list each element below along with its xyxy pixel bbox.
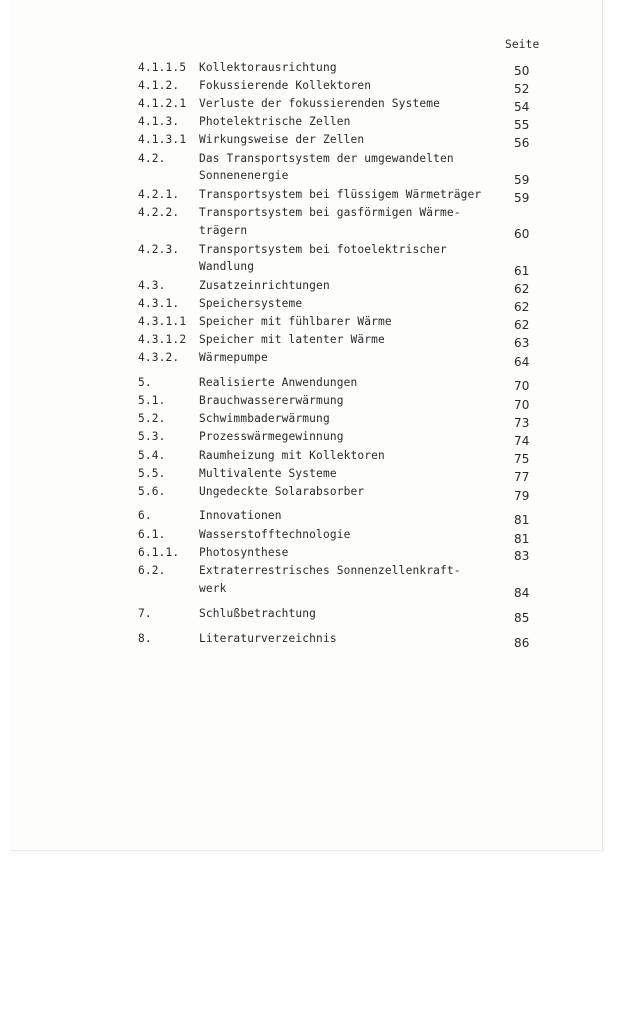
toc-title: Zusatzeinrichtungen — [199, 279, 330, 292]
toc-title: Raumheizung mit Kollektoren — [199, 449, 385, 462]
toc-title: Realisierte Anwendungen — [199, 376, 358, 389]
toc-title: Das Transportsystem der umgewandelten — [199, 152, 454, 165]
toc-page: 83 — [514, 549, 530, 563]
toc-title: Kollektorausrichtung — [199, 61, 337, 74]
toc-page: 85 — [514, 611, 530, 625]
toc-number: 6.1.1. — [138, 546, 180, 559]
toc-title: Brauchwassererwärmung — [199, 394, 344, 407]
toc-number: 5.5. — [138, 467, 166, 480]
toc-number: 4.1.1.5 — [138, 61, 187, 74]
toc-title: Photelektrische Zellen — [199, 115, 351, 128]
toc-page: 63 — [514, 336, 530, 350]
toc-page: 62 — [514, 282, 530, 296]
toc-title: Speicher mit fühlbarer Wärme — [199, 315, 392, 328]
toc-page: 60 — [514, 227, 530, 241]
toc-number: 4.1.3.1 — [138, 133, 187, 146]
toc-number: 5.3. — [138, 430, 166, 443]
toc-title: Multivalente Systeme — [199, 467, 337, 480]
toc-page: 50 — [514, 64, 530, 78]
toc-title: Wärmepumpe — [199, 351, 268, 364]
toc-page: 74 — [514, 434, 530, 448]
toc-title: Verluste der fokussierenden Systeme — [199, 97, 440, 110]
toc-number: 8. — [138, 632, 152, 645]
toc-number: 5.4. — [138, 449, 166, 462]
toc-title: Prozesswärmegewinnung — [199, 430, 344, 443]
toc-number: 4.1.3. — [138, 115, 180, 128]
toc-page: 73 — [514, 416, 530, 430]
toc-page: 79 — [514, 489, 530, 503]
toc-title: Speicher mit latenter Wärme — [199, 333, 385, 346]
toc-number: 4.2.3. — [138, 243, 180, 256]
toc-title: Literaturverzeichnis — [199, 632, 337, 645]
page-column-header: Seite — [505, 38, 540, 51]
toc-title-continued: werk — [199, 582, 227, 595]
toc-number: 6.2. — [138, 564, 166, 577]
toc-title: Schlußbetrachtung — [199, 607, 317, 620]
toc-number: 6. — [138, 509, 152, 522]
toc-title: Wasserstofftechnologie — [199, 528, 351, 541]
toc-page: 77 — [514, 470, 530, 484]
toc-page: 59 — [514, 191, 530, 205]
toc-page: 54 — [514, 100, 530, 114]
toc-title-continued: Wandlung — [199, 260, 255, 273]
toc-title: Schwimmbaderwärmung — [199, 412, 330, 425]
toc-page: 86 — [514, 636, 530, 650]
toc-page: 70 — [514, 379, 530, 393]
toc-page: 55 — [514, 118, 530, 132]
toc-title: Wirkungsweise der Zellen — [199, 133, 365, 146]
toc-title: Speichersysteme — [199, 297, 303, 310]
toc-number: 4.3.2. — [138, 351, 180, 364]
toc-title-continued: trägern — [199, 224, 248, 237]
toc-number: 5.2. — [138, 412, 166, 425]
toc-number: 4.3.1.1 — [138, 315, 187, 328]
toc-page: 59 — [514, 173, 530, 187]
toc-page: 62 — [514, 300, 530, 314]
toc-number: 4.2. — [138, 152, 166, 165]
toc-number: 4.1.2.1 — [138, 97, 187, 110]
toc-number: 4.3. — [138, 279, 166, 292]
toc-number: 7. — [138, 607, 152, 620]
toc-title: Transportsystem bei flüssigem Wärmeträger — [199, 188, 482, 201]
toc-page: 56 — [514, 136, 530, 150]
toc-page: 81 — [514, 532, 530, 546]
toc-title: Transportsystem bei gasförmigen Wärme- — [199, 206, 461, 219]
toc-page: 61 — [514, 264, 530, 278]
toc-number: 5. — [138, 376, 152, 389]
toc-number: 5.6. — [138, 485, 166, 498]
toc-title: Transportsystem bei fotoelektrischer — [199, 243, 447, 256]
toc-number: 4.2.1. — [138, 188, 180, 201]
toc-title: Ungedeckte Solarabsorber — [199, 485, 365, 498]
toc-page: 75 — [514, 452, 530, 466]
toc-title: Photosynthese — [199, 546, 289, 559]
toc-page: 81 — [514, 513, 530, 527]
toc-number: 4.3.1. — [138, 297, 180, 310]
toc-number: 6.1. — [138, 528, 166, 541]
toc-number: 5.1. — [138, 394, 166, 407]
toc-page: 64 — [514, 355, 530, 369]
toc-number: 4.2.2. — [138, 206, 180, 219]
toc-page: 84 — [514, 586, 530, 600]
toc-page: 62 — [514, 318, 530, 332]
toc-page: 70 — [514, 398, 530, 412]
toc-title-continued: Sonnenenergie — [199, 169, 289, 182]
toc-title: Extraterrestrisches Sonnenzellenkraft- — [199, 564, 461, 577]
toc-title: Innovationen — [199, 509, 282, 522]
toc-number: 4.3.1.2 — [138, 333, 187, 346]
toc-number: 4.1.2. — [138, 79, 180, 92]
toc-page: 52 — [514, 82, 530, 96]
toc-title: Fokussierende Kollektoren — [199, 79, 372, 92]
